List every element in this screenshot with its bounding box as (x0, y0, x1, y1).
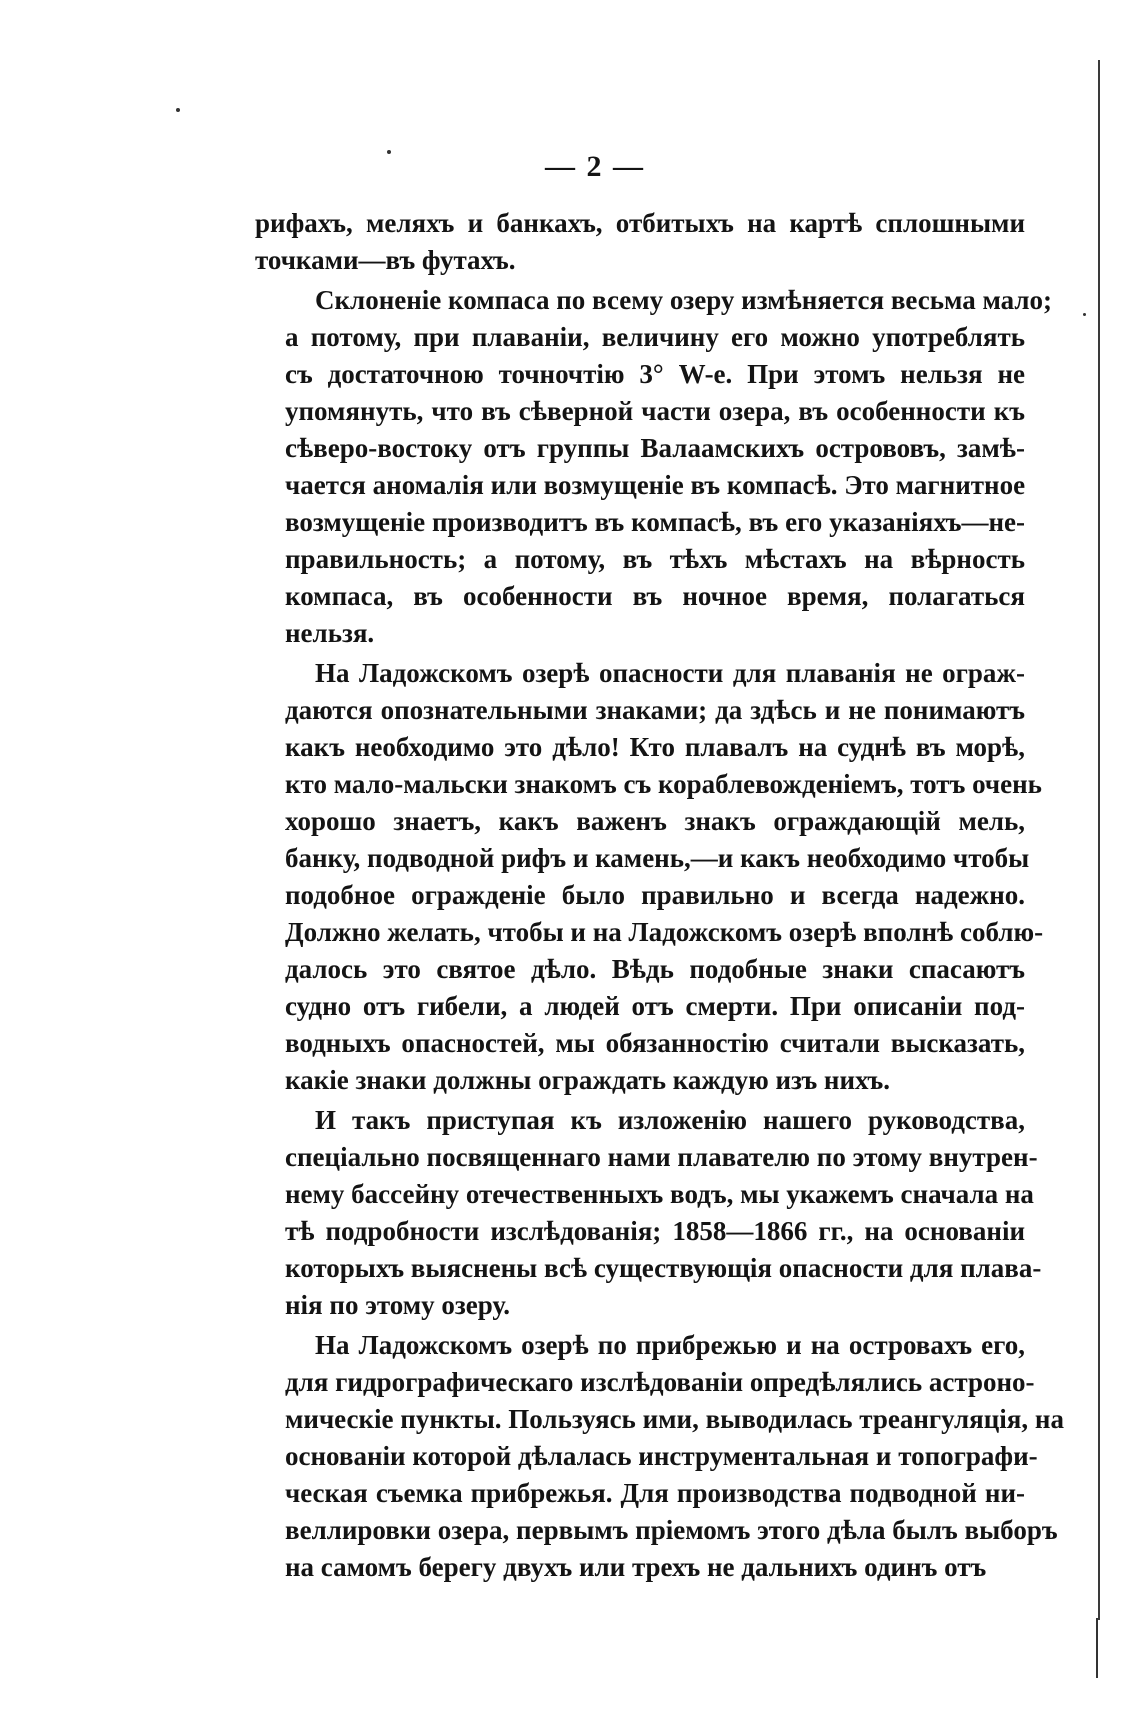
ink-speck (1096, 1618, 1098, 1678)
text-line: чается аномалія или возмущеніе въ компасѣ. Это магнитное (285, 470, 1026, 500)
text-line: спеціально посвященнаго нами плавателю по этому внутрен- (285, 1142, 1038, 1172)
text-line: рифахъ, меляхъ и банкахъ, отбитыхъ на картѣ сплошными (255, 208, 1025, 238)
text-line: кто мало-мальски знакомъ съ кораблевожденіемъ, тотъ очень (285, 769, 1042, 799)
text-line: на самомъ берегу двухъ или трехъ не дальнихъ одинъ отъ (285, 1552, 987, 1582)
text-line: веллировки озера, первымъ пріемомъ этого дѣла былъ выборъ (285, 1515, 1058, 1545)
text-line: основаніи которой дѣлалась инструментальная и топографи- (285, 1441, 1038, 1471)
page-edge-line (1098, 60, 1100, 1620)
paragraph (255, 282, 1053, 652)
text-line: правильность; а потому, въ тѣхъ мѣстахъ на вѣрность (285, 544, 1025, 574)
text-line: тѣ подробности изслѣдованія; 1858—1866 гг., на основаніи (285, 1216, 1025, 1246)
text-line: компаса, въ особенности въ ночное время, полагаться (285, 581, 1025, 611)
text-line: На Ладожскомъ озерѣ по прибрежью и на островахъ его, (315, 1330, 1025, 1360)
text-line: судно отъ гибели, а людей отъ смерти. При описаніи под- (285, 991, 1025, 1021)
text-line: водныхъ опасностей, мы обязанностію считали высказать, (285, 1028, 1025, 1058)
text-line: возмущеніе производитъ въ компасѣ, въ его указаніяхъ—не- (285, 507, 1025, 537)
text-line: какъ необходимо это дѣло! Кто плавалъ на суднѣ въ морѣ, (285, 732, 1025, 762)
text-line: нія по этому озеру. (285, 1290, 510, 1320)
text-line: далось это святое дѣло. Вѣдь подобные знаки спасаютъ (285, 954, 1025, 984)
text-line: На Ладожскомъ озерѣ опасности для плаванія не ограж- (315, 658, 1025, 688)
text-line: И такъ приступая къ изложенію нашего руководства, (315, 1105, 1025, 1135)
text-line: нему бассейну отечественныхъ водъ, мы укажемъ сначала на (285, 1179, 1034, 1209)
text-line: банку, подводной рифъ и камень,—и какъ необходимо чтобы (285, 843, 1030, 873)
ink-speck (1083, 313, 1086, 316)
text-line: сѣверо-востоку отъ группы Валаамскихъ острововъ, замѣ- (285, 433, 1025, 463)
text-line: подобное огражденіе было правильно и всегда надежно. (285, 880, 1025, 910)
text-line: для гидрографическаго изслѣдованіи опредѣлялись астроно- (285, 1367, 1035, 1397)
text-line: какіе знаки должны ограждать каждую изъ нихъ. (285, 1065, 891, 1095)
paragraph (255, 1102, 1042, 1324)
text-line: хорошо знаетъ, какъ важенъ знакъ ограждающій мель, (285, 806, 1025, 836)
page-number: — 2 — (545, 150, 645, 183)
text-line: а потому, при плаваніи, величину его можно употреблять (285, 322, 1025, 352)
body-text (255, 205, 1064, 1589)
text-line: съ достаточною точночтію 3° W-е. При этомъ нельзя не (285, 359, 1025, 389)
text-line: нельзя. (285, 618, 375, 648)
paragraph (255, 205, 1025, 279)
paragraph (255, 655, 1044, 1099)
text-line: Склоненіе компаса по всему озеру измѣняется весьма мало; (315, 285, 1053, 315)
text-line: мическіе пункты. Пользуясь ими, выводилась треангуляція, на (285, 1404, 1064, 1434)
paragraph (255, 1327, 1064, 1586)
text-line: даются опознательными знаками; да здѣсь и не понимаютъ (285, 695, 1025, 725)
text-line: упомянуть, что въ сѣверной части озера, въ особенности къ (285, 396, 1025, 426)
text-line: которыхъ выяснены всѣ существующія опасности для плава- (285, 1253, 1042, 1283)
text-line: Должно желать, чтобы и на Ладожскомъ озерѣ вполнѣ соблю- (285, 917, 1044, 947)
text-line: ческая съемка прибрежья. Для производства подводной ни- (285, 1478, 1025, 1508)
ink-speck (176, 108, 180, 112)
text-line: точками—въ футахъ. (255, 245, 516, 275)
